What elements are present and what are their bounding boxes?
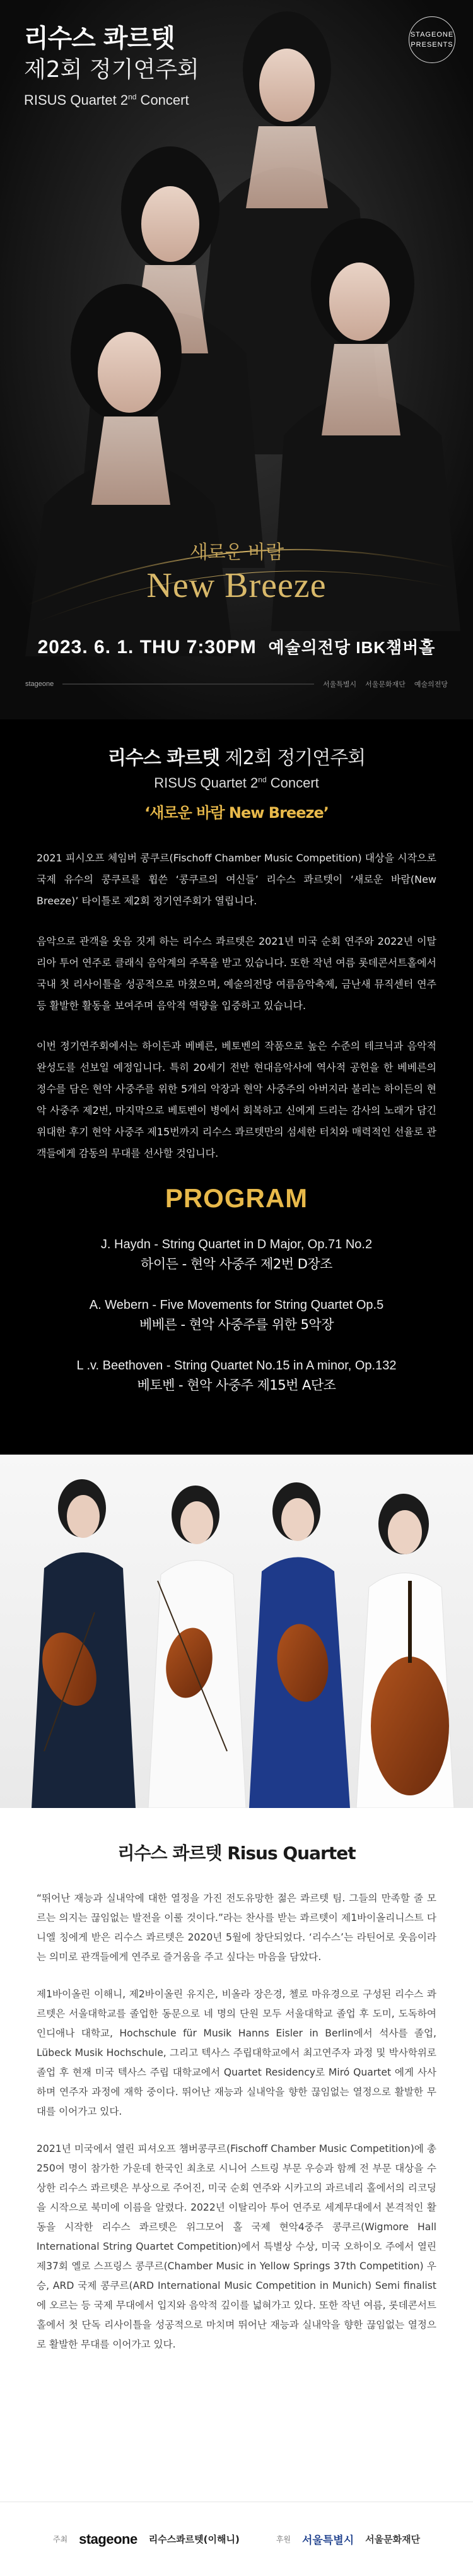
- program-item-english: A. Webern - Five Movements for String Quartet Op.5: [89, 1298, 384, 1312]
- concert-date: 2023. 6. 1. THU 7:30PM: [37, 637, 257, 658]
- poster-theme: [0, 536, 473, 606]
- program-item-english: L .v. Beethoven - String Quartet No.15 in A minor, Op.132: [76, 1359, 397, 1373]
- profile-title: 리수스 콰르텟 Risus Quartet: [117, 1843, 356, 1864]
- poster-sponsor-logos: [25, 675, 448, 693]
- program-heading: PROGRAM: [165, 1183, 308, 1213]
- sponsor-logo: stageone: [25, 680, 54, 688]
- poster-title-block: [24, 23, 199, 109]
- program-item: [0, 1356, 473, 1395]
- program-item-korean: 하이든 - 현악 사중주 제2번 D장조: [141, 1256, 332, 1272]
- profile-paragraph: “뛰어난 재능과 실내악에 대한 열정을 가진 전도유망한 젊은 콰르텟 팀. 그들의 만족할 줄 모르는 의지는 끊임없는 발전을 이룰 것이다.”라는 찬사를 받는 콰르텟이 제1바이올리니스트 다니엘 칭에게 받은 리수스 콰르텟은 2020년 5월에 창단되었다. ‘리수스’는 라틴어로 웃음이라는 의미로 관객들에게 연주로 즐거움을 주고 싶다는 마음을 담았다.: [37, 1893, 436, 1963]
- intro-paragraph: 2021 피시오프 체임버 콩쿠르(Fischoff Chamber Music Competition) 대상을 시작으로 국제 유수의 콩쿠르를 휩쓴 ‘콩쿠르의 여신들’ 리수스 콰르텟이 ‘새로운 바람(New Breeze)’ 타이틀로 제2회 정기연주회가 열립니다.: [37, 852, 436, 907]
- intro-paragraph: 음악으로 관객을 웃음 짓게 하는 리수스 콰르텟은 2021년 미국 순회 연주와 2022년 이탈리아 투어 연주로 클래식 음악계의 주목을 받고 있습니다. 또한 작년 여름 롯데콘서트홀에서 국내 첫 리사이틀을 성공적으로 마쳤으며, 예술의전당 여름음악축제, 금난새 뮤직센터 연주 등 활발한 활동을 보여주며 음악적 역량을 입증하고 있습니다.: [37, 935, 436, 1012]
- quartet-photo-image: [0, 1455, 473, 1808]
- page-footer: [0, 2502, 473, 2576]
- intro-description: [0, 822, 473, 1164]
- program-item: [0, 1235, 473, 1274]
- theme-korean: 새로운 바람: [189, 541, 284, 564]
- program-item: [0, 1296, 473, 1335]
- seoul-foundation-logo: 서울문화재단: [365, 2534, 421, 2545]
- profile-paragraph: 2021년 미국에서 열린 피셔오프 챔버콩쿠르(Fischoff Chamber Music Competition)에 총 250여 명이 참가한 가운데 한국인 최초로 시니어 스트링 부문 우승과 함께 전 부문 대상을 수상한 리수스 콰르텟은 부상으로 주어진, 미국 순회 연주와 시카고의 과르네리 홀에서의 리코딩을 시작으로 북미에 이름을 알렸다. 2022년 이탈리아 투어 연주로 세계무대에서 본격적인 활동을 시작한 리수스 콰르텟은 위그모어 홀 국제 현악4중주 콩쿠르(Wigmore Hall International String Quartet Competition)에서 특별상 수상, 미국 오하이오 주에서 열린 제37회 옐로 스프링스 콩쿠르(Chamber Music in Yellow Springs 37th Competition) 우승, ARD 국제 콩쿠르(ARD International Music Competition in Munich) Semi finalist에 오르는 등 국제 무대에서 입지와 음악적 깊이를 넓혀가고 있다. 또한 작년 여름, 롯데콘서트홀에서 첫 단독 리사이틀을 성공적으로 마치며 뛰어난 재능과 실내악을 향한 끊임없는 열정으로 활발한 무대를 이어가고 있다.: [37, 2143, 436, 2350]
- stageone-logo: stageone: [79, 2531, 137, 2547]
- poster-title-sub: 제2회 정기연주회: [24, 57, 199, 83]
- program-item-english: J. Haydn - String Quartet in D Major, Op.71 No.2: [100, 1238, 373, 1251]
- stageone-presents-badge: STAGEONE PRESENTS: [409, 16, 455, 63]
- program-item-korean: 베베른 - 현악 사중주를 위한 5악장: [139, 1317, 334, 1332]
- logo-divider: [62, 683, 314, 685]
- sponsor-label: 후원: [276, 2535, 291, 2544]
- quartet-profile-section: [0, 1808, 473, 2354]
- sponsor-logo: 서울특별시: [322, 681, 357, 688]
- intro-heading: [0, 745, 473, 822]
- host-label: 주최: [52, 2535, 68, 2544]
- intro-subtitle: RISUS Quartet 2nd Concert: [154, 775, 319, 791]
- sponsor-logo: 예술의전당: [414, 681, 448, 688]
- seoul-city-logo: 서울특별시: [302, 2534, 354, 2547]
- quartet-group-photo: [0, 1455, 473, 1808]
- profile-paragraph: 제1바이올린 이해니, 제2바이올린 유지은, 비올라 장은경, 첼로 마유경으로 구성된 리수스 콰르텟은 서울대학교를 졸업한 동문으로 네 명의 단원 모두 서울대학교 졸업 후 도미, 도독하여 인디애나 대학교, Hochschule für Musik Hanns Eisler in Berlin에서 석사를 졸업, Lübeck Musik Hochschule, 그리고 텍사스 주립대학교에서 최고연주자 과정 및 박사학위로 졸업 후 현재 미국 텍사스 주립 대학교에서 Quartet Residency로 Miró Quartet 에게 사사하며 연주자 과정에 재학 중이다. 뛰어난 재능과 실내악을 향한 끊임없는 열정으로 활발한 무대를 이어가고 있다.: [37, 1988, 436, 2117]
- concert-venue: 예술의전당 IBK챔버홀: [268, 638, 436, 657]
- host-organization: 리수스콰르텟(이해니): [148, 2534, 240, 2545]
- intro-paragraph: 이번 정기연주회에서는 하이든과 베베른, 베토벤의 작품으로 높은 수준의 테크닉과 음악적 완성도를 선보일 예정입니다. 특히 20세기 전반 현대음악사에 역사적 공헌을 한 베베른의 정수를 담은 현악 사중주를 위한 5개의 악장과 현악 사중주의 아버지라 불리는 하이든의 현악 사중주 제2번, 마지막으로 베토벤이 병에서 회복하고 신에게 드리는 감사의 노래가 담긴 위대한 후기 현악 사중주 제15번까지 리수스 콰르텟만의 섬세한 터치와 매력적인 선율로 관객들에게 감동의 무대를 선사할 것입니다.: [37, 1040, 436, 1159]
- intro-title: 리수스 콰르텟 제2회 정기연주회: [107, 747, 366, 769]
- intro-theme: ‘새로운 바람 New Breeze’: [144, 804, 329, 822]
- concert-poster: [0, 0, 473, 719]
- poster-title-main: 리수스 콰르텟: [24, 24, 175, 53]
- theme-english: New Breeze: [146, 566, 327, 605]
- sponsor-logo: 서울문화재단: [365, 681, 406, 688]
- poster-subtitle-en: RISUS Quartet 2nd Concert: [24, 92, 189, 108]
- concert-intro-section: [0, 719, 473, 1455]
- poster-date-venue: [0, 635, 473, 658]
- program-item-korean: 베토벤 - 현악 사중주 제15번 A단조: [137, 1378, 336, 1393]
